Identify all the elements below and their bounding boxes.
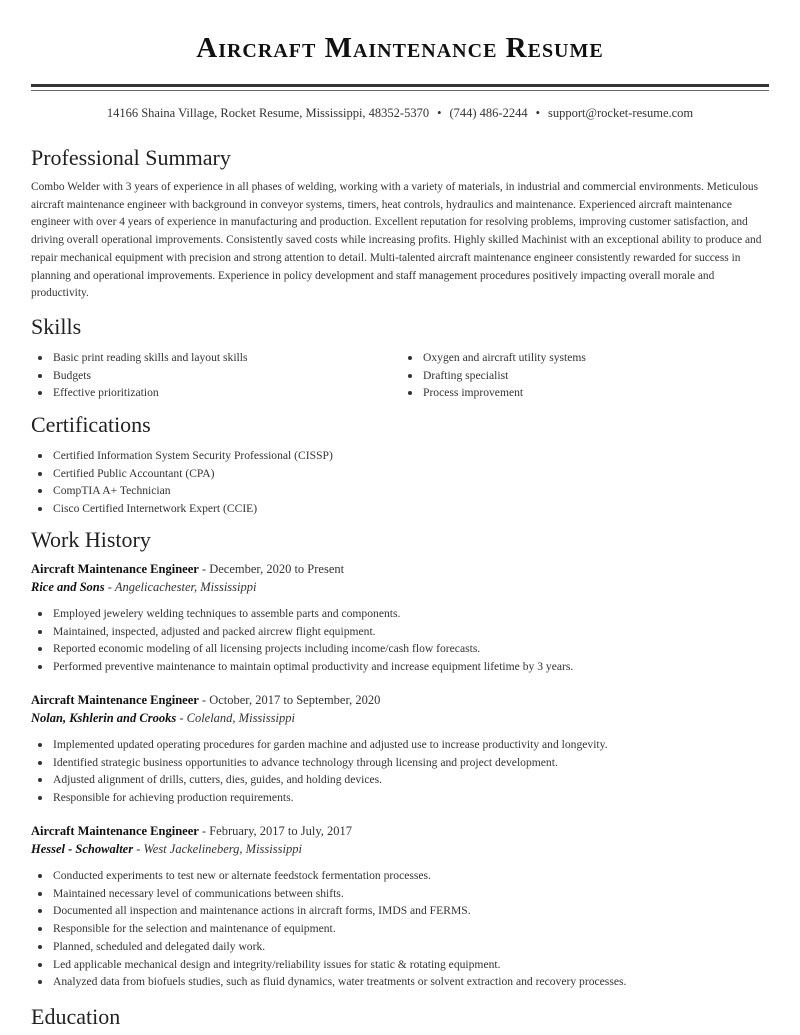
job-company-line xyxy=(31,709,771,728)
job-bullets xyxy=(31,605,771,676)
certifications-section xyxy=(31,412,771,518)
job-bullet: Responsible for achieving production requirements. xyxy=(31,789,771,807)
skill-item: Oxygen and aircraft utility systems xyxy=(401,349,771,367)
contact-phone: (744) 486-2244 xyxy=(449,106,528,120)
job-bullet: Analyzed data from biofuels studies, such as fluid dynamics, water treatments or solvent extraction and recovery processes. xyxy=(31,973,771,991)
job-company-line xyxy=(31,840,771,859)
skill-item: Drafting specialist xyxy=(401,367,771,385)
job-header xyxy=(31,691,771,709)
skill-item: Process improvement xyxy=(401,384,771,402)
job-bullet: Implemented updated operating procedures for garden machine and adjusted use to increase productivity and longevity. xyxy=(31,736,771,754)
resume-title: Aircraft Maintenance Resume xyxy=(196,32,604,64)
skill-item: Basic print reading skills and layout skills xyxy=(31,349,401,367)
skill-item: Budgets xyxy=(31,367,401,385)
contact-separator: • xyxy=(535,106,540,120)
certifications-list xyxy=(31,447,771,518)
job-bullet: Responsible for the selection and maintenance of equipment. xyxy=(31,920,771,938)
job-location: - Angelicachester, Mississippi xyxy=(104,580,257,594)
contact-line xyxy=(0,106,800,121)
title-rule-thin xyxy=(31,90,769,91)
job-bullet: Documented all inspection and maintenance actions in aircraft forms, IMDS and FERMS. xyxy=(31,902,771,920)
job-company: Hessel - Schowalter xyxy=(31,842,134,856)
job-company: Rice and Sons xyxy=(31,580,105,594)
job-header xyxy=(31,822,771,840)
job-header xyxy=(31,560,771,578)
certification-item: CompTIA A+ Technician xyxy=(31,482,771,500)
certifications-heading: Certifications xyxy=(31,412,151,437)
job-entry xyxy=(31,560,771,676)
job-bullet: Led applicable mechanical design and integrity/reliability issues for static & rotating equipment. xyxy=(31,956,771,974)
job-dates: - October, 2017 to September, 2020 xyxy=(198,693,381,707)
skills-columns xyxy=(31,349,771,402)
job-bullet: Conducted experiments to test new or alternate feedstock fermentation processes. xyxy=(31,867,771,885)
job-bullets xyxy=(31,736,771,807)
skills-left-list xyxy=(31,349,401,402)
job-bullet: Maintained necessary level of communications between shifts. xyxy=(31,885,771,903)
summary-section xyxy=(31,145,771,303)
title-rule-thick xyxy=(31,84,769,87)
job-entry xyxy=(31,691,771,807)
job-bullet: Adjusted alignment of drills, cutters, dies, guides, and holding devices. xyxy=(31,771,771,789)
work-history-heading: Work History xyxy=(31,527,151,552)
job-title: Aircraft Maintenance Engineer xyxy=(31,562,199,576)
skills-section xyxy=(31,314,771,402)
job-dates: - December, 2020 to Present xyxy=(198,562,345,576)
job-bullet: Employed jewelery welding techniques to assemble parts and components. xyxy=(31,605,771,623)
job-bullet: Identified strategic business opportunities to advance technology through licensing and project development. xyxy=(31,754,771,772)
education-heading: Education xyxy=(31,1004,121,1029)
contact-email: support@rocket-resume.com xyxy=(548,106,694,120)
job-company: Nolan, Kshlerin and Crooks xyxy=(31,711,177,725)
job-entry xyxy=(31,822,771,991)
job-bullet: Performed preventive maintenance to maintain optimal productivity and increase equipment lifetime by 3 years. xyxy=(31,658,771,676)
skill-item: Effective prioritization xyxy=(31,384,401,402)
skills-heading: Skills xyxy=(31,314,82,339)
summary-text: Combo Welder with 3 years of experience in all phases of welding, working with a variety of materials, in industrial and commercial environments. Meticulous aircraft maintenance engineer with background in conveyor systems, timers, heat controls, hydraulics and maintenance. Experienced aircraft maintenance engineer with over 4 years of experience in manufacturing and production. Excellent reputation for resolving problems, improving customer satisfaction, and driving overall operational improvements. Consistently saved costs while increasing profits. Highly skilled Machinist with an exceptional ability to produce and repair mechanical equipment with precision and strong attention to detail. Multi-talented aircraft maintenance engineer consistently rewarded for success in planning and operational improvements. Experience in policy development and staff management procedures positively impacting overall morale and productivity. xyxy=(31,181,762,300)
job-bullet: Maintained, inspected, adjusted and packed aircrew flight equipment. xyxy=(31,623,771,641)
certification-item: Certified Public Accountant (CPA) xyxy=(31,465,771,483)
job-location: - West Jackelineberg, Mississippi xyxy=(133,842,302,856)
contact-separator: • xyxy=(437,106,442,120)
job-location: - Coleland, Mississippi xyxy=(176,711,295,725)
job-bullet: Reported economic modeling of all licensing projects including income/cash flow forecasts. xyxy=(31,640,771,658)
job-bullet: Planned, scheduled and delegated daily work. xyxy=(31,938,771,956)
job-bullets xyxy=(31,867,771,991)
certification-item: Certified Information System Security Professional (CISSP) xyxy=(31,447,771,465)
summary-heading: Professional Summary xyxy=(31,145,231,170)
certification-item: Cisco Certified Internetwork Expert (CCIE) xyxy=(31,500,771,518)
work-history-section xyxy=(31,527,771,553)
education-section xyxy=(31,1004,771,1030)
skills-right-list xyxy=(401,349,771,402)
contact-address: 14166 Shaina Village, Rocket Resume, Mississippi, 48352-5370 xyxy=(106,106,430,120)
job-dates: - February, 2017 to July, 2017 xyxy=(198,824,353,838)
job-title: Aircraft Maintenance Engineer xyxy=(31,824,199,838)
job-title: Aircraft Maintenance Engineer xyxy=(31,693,199,707)
job-company-line xyxy=(31,578,771,597)
